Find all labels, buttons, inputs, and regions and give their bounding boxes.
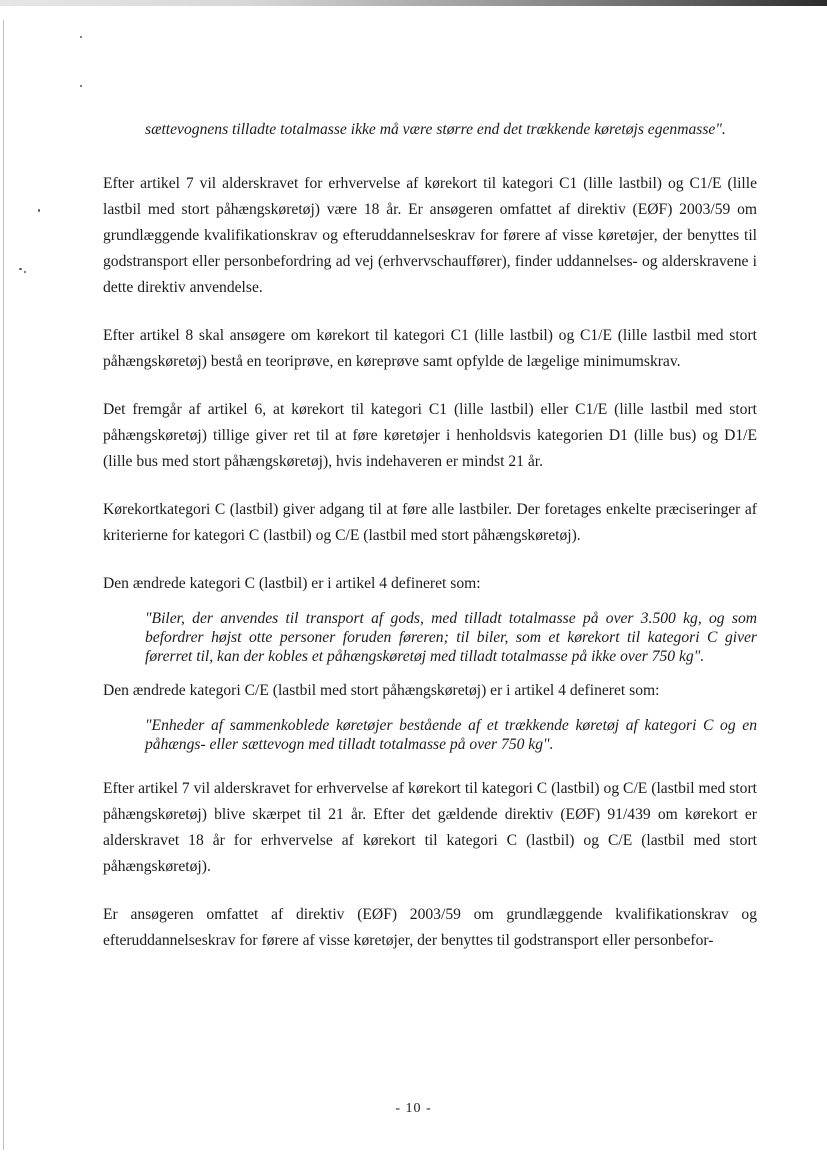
quote-category-ce-definition: "Enheder af sammenkoblede køretøjer bestående af et trækkende køretøj af kategori C og en påhængs- eller sættevogn med tilladt totalmasse på over 750 kg". (145, 717, 757, 753)
scan-speck (24, 271, 26, 273)
document-body (103, 117, 757, 954)
paragraph-tests-c1: Efter artikel 8 skal ansøgere om kørekort til kategori C1 (lille lastbil) og C1/E (lille lastbil med stort påhængskøretøj) bestå en teoriprøve, en køreprøve samt opfylde de lægelige minimumskrav. (103, 327, 757, 370)
paragraph-category-ce-definition-intro: Den ændrede kategori C/E (lastbil med stort påhængskøretøj) er i artikel 4 defineret som: (103, 682, 660, 699)
paragraph-directive-2003-59: Er ansøgeren omfattet af direktiv (EØF) 2003/59 om grundlæggende kvalifikationskrav og efteruddannelseskrav for førere af visse køretøjer, der benyttes til godstransport eller personbefor- (103, 906, 757, 949)
scan-top-edge (0, 0, 827, 6)
quote-category-c-definition: "Biler, der anvendes til transport af gods, med tilladt totalmasse på over 3.500 kg, og som befordrer højst otte personer foruden føreren; til biler, som et kørekort til kategori C giver førerret til, kan der kobles et påhængskøretøj med tilladt totalmasse på ikke over 750 kg". (145, 610, 757, 665)
scan-speck (80, 36, 82, 38)
paragraph-category-c: Kørekortkategori C (lastbil) giver adgang til at føre alle lastbiler. Der foretages enkelte præciseringer af kriterierne for kategori C (lastbil) og C/E (lastbil med stort påhængskøretøj). (103, 501, 757, 544)
quote-continuation: sættevognens tilladte totalmasse ikke må være større end det trækkende køretøjs egenmasse". (145, 121, 726, 138)
scan-speck (19, 268, 22, 270)
paragraph-category-c-definition-intro: Den ændrede kategori C (lastbil) er i artikel 4 defineret som: (103, 575, 481, 592)
scan-left-edge (3, 20, 4, 1150)
page-number: - 10 - (395, 1101, 432, 1116)
paragraph-age-requirement-c: Efter artikel 7 vil alderskravet for erhvervelse af kørekort til kategori C (lastbil) og C/E (lastbil med stort påhængskøretøj) blive skærpet til 21 år. Efter det gældende direktiv (EØF) 91/439 om kørekort er alderskravet 18 år for erhvervelse af kørekort til kategori C (lastbil) og C/E (lastbil med stort påhængskøretøj). (103, 780, 757, 875)
scan-speck (38, 209, 40, 212)
paragraph-article-6: Det fremgår af artikel 6, at kørekort til kategori C1 (lille lastbil) eller C1/E (lille lastbil med stort påhængskøretøj) tillige giver ret til at føre køretøjer i henholdsvis kategorien D1 (lille bus) og D1/E (lille bus med stort påhængskøretøj), hvis indehaveren er mindst 21 år. (103, 401, 757, 470)
scan-speck (80, 85, 82, 87)
paragraph-age-requirement-c1: Efter artikel 7 vil alderskravet for erhvervelse af kørekort til kategori C1 (lille lastbil) og C1/E (lille lastbil med stort påhængskøretøj) være 18 år. Er ansøgeren omfattet af direktiv (EØF) 2003/59 om grundlæggende kvalifikationskrav og efteruddannelseskrav for førere af visse køretøjer, der benyttes til godstransport eller personbefordring ad vej (erhvervschauffører), finder uddannelses- og alderskravene i dette direktiv anvendelse. (103, 175, 757, 296)
